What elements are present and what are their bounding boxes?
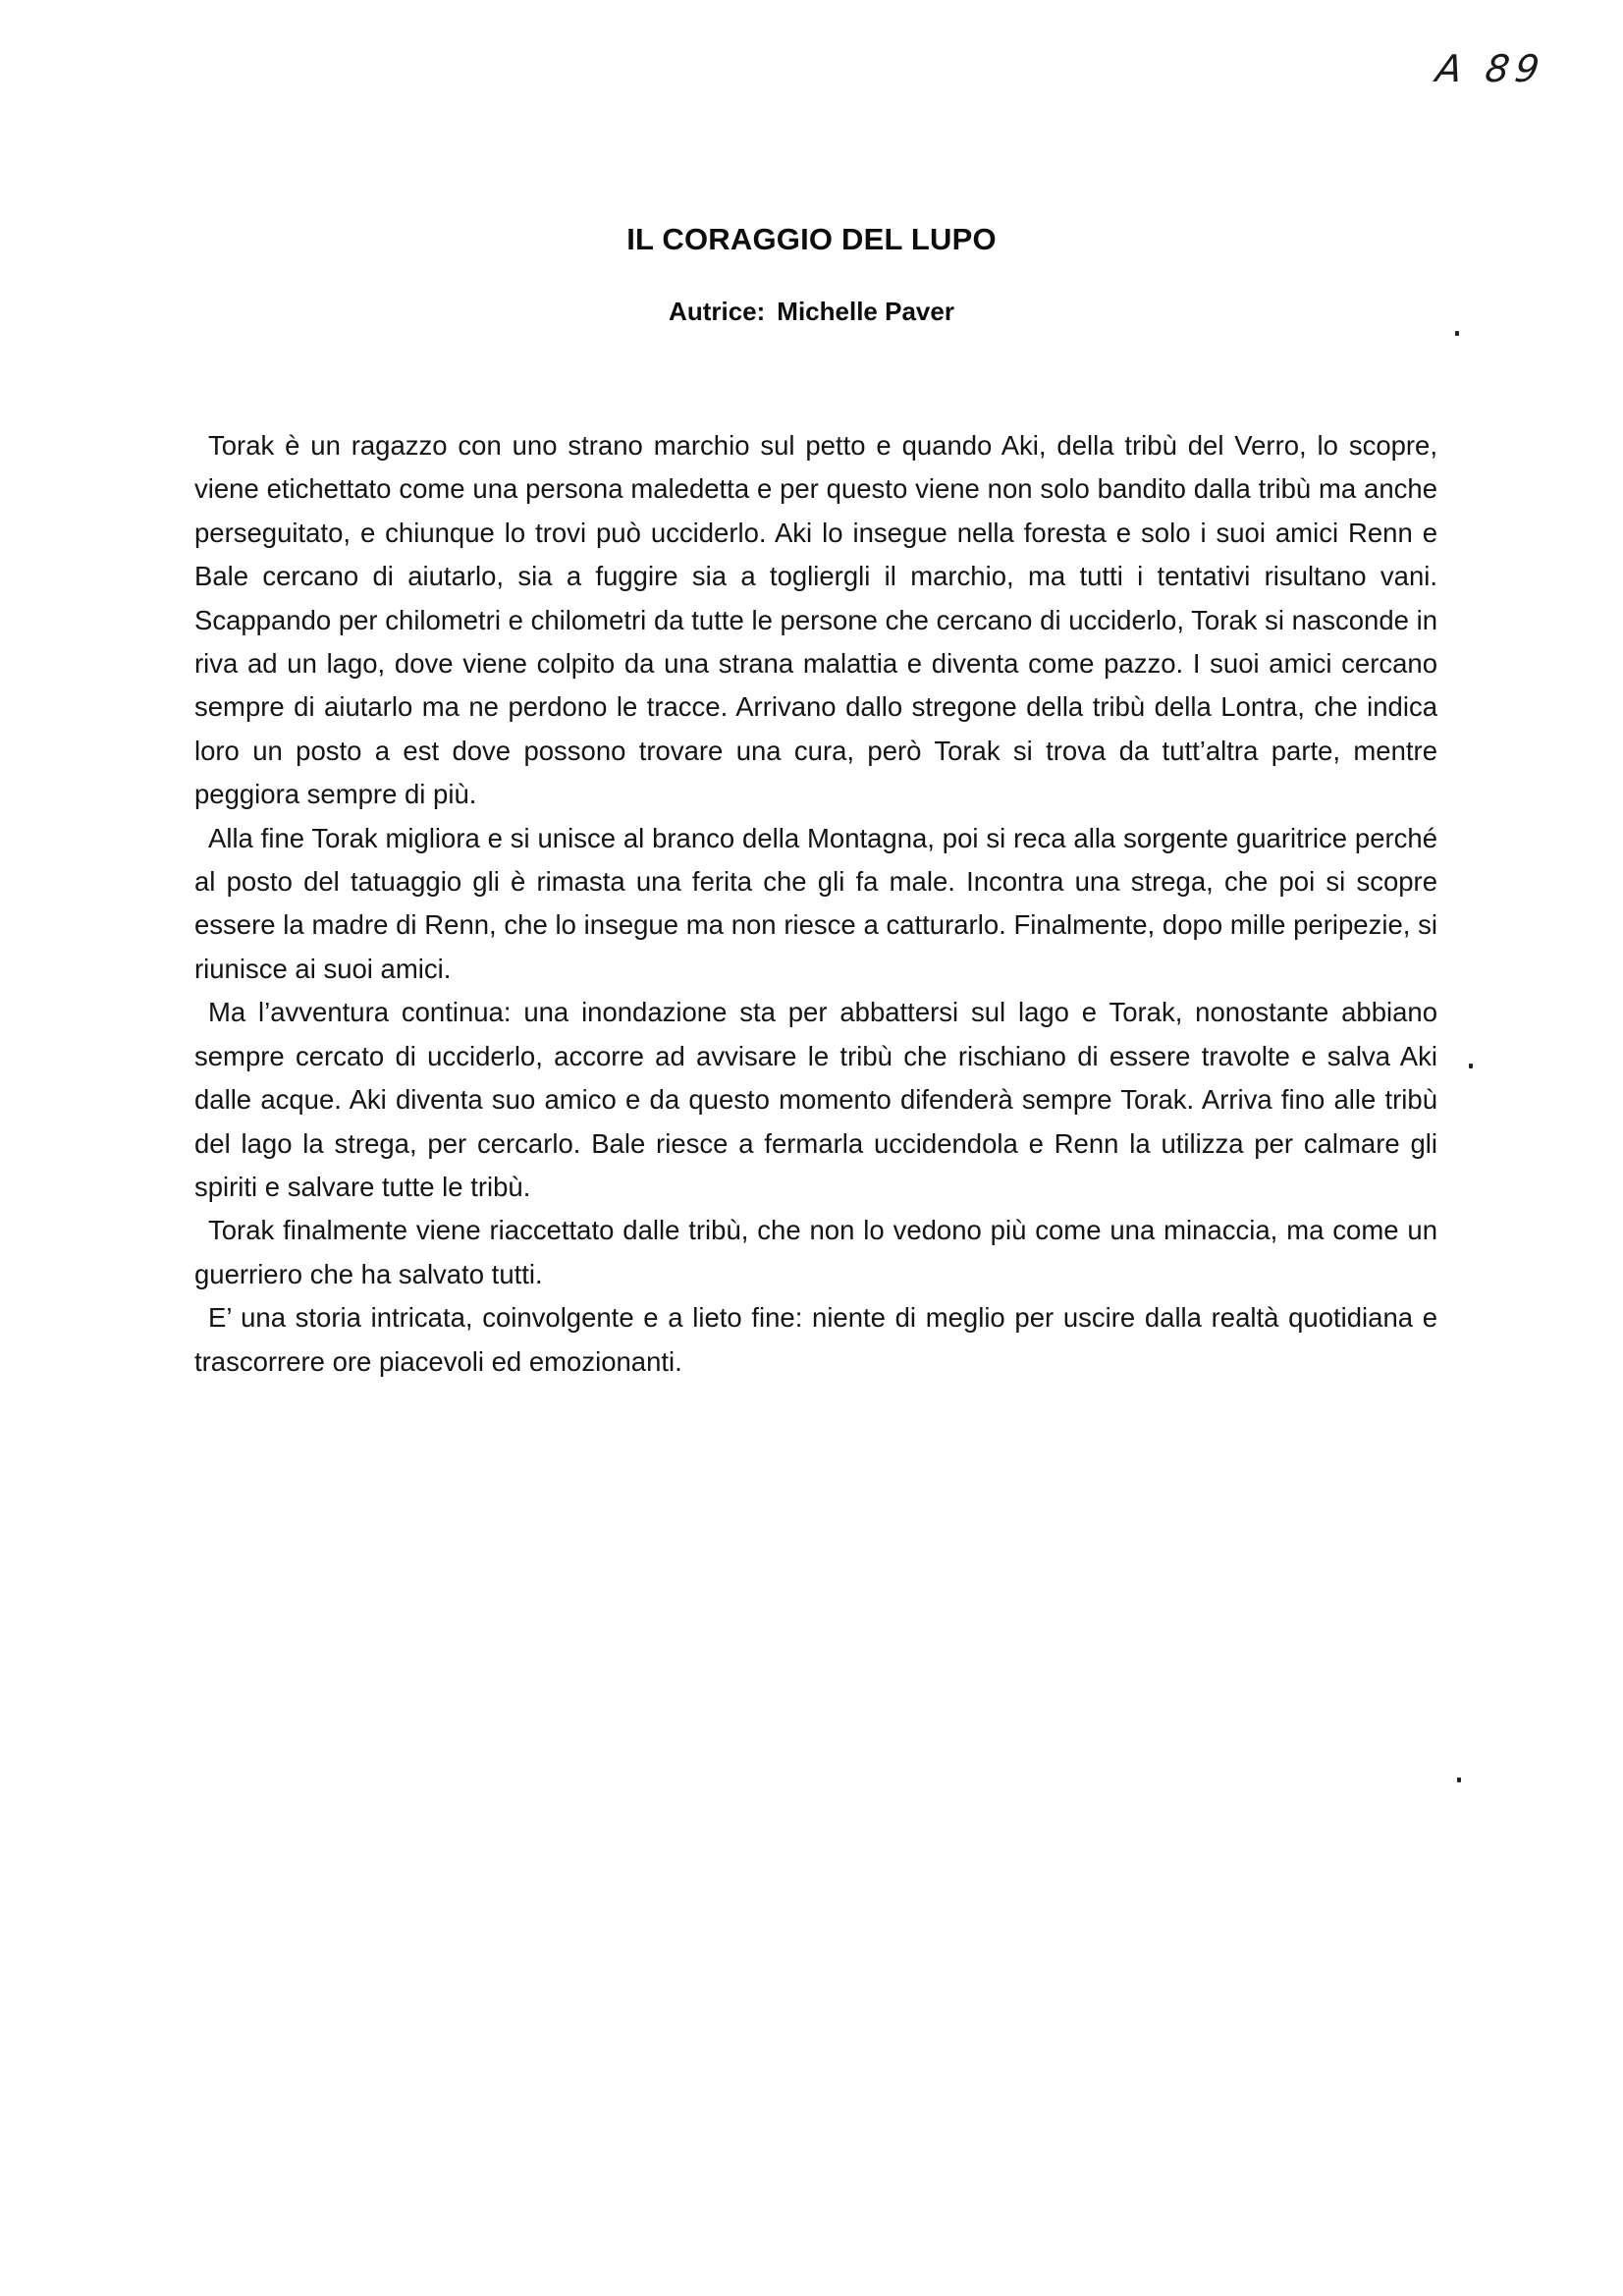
- paragraph: Alla fine Torak migliora e si unisce al branco della Montagna, poi si reca alla sorgente guaritrice perché al posto del tatuaggio gli è rimasta una ferita che gli fa male. Incontra una strega, che poi si scopre essere la madre di Renn, che lo insegue ma non riesce a catturarlo. Finalmente, dopo mille peripezie, si riunisce ai suoi amici.: [194, 822, 1437, 984]
- handwritten-page-number: A 89: [1433, 47, 1548, 90]
- paragraph: E’ una storia intricata, coinvolgente e a lieto fine: niente di meglio per uscire dalla realtà quotidiana e trascorrere ore piacevoli ed emozionanti.: [194, 1302, 1437, 1377]
- scan-speck: [1469, 1064, 1473, 1068]
- scan-speck: [1457, 1777, 1461, 1782]
- document-title: IL CORAGGIO DEL LUPO: [626, 222, 997, 256]
- author-name: Michelle Paver: [777, 297, 954, 326]
- author-line: [0, 297, 1623, 327]
- paragraph: Torak finalmente viene riaccettato dalle tribù, che non lo vedono più come una minaccia, ma come un guerriero che ha salvato tutti.: [194, 1215, 1437, 1289]
- scan-speck: [1455, 331, 1459, 336]
- paragraph: Ma l’avventura continua: una inondazione sta per abbattersi sul lago e Torak, nonostante abbiano sempre cercato di ucciderlo, accorre ad avvisare le tribù che rischiano di essere travolte e salva Aki dalle acque. Aki diventa suo amico e da questo momento difenderà sempre Torak. Arriva fino alle tribù del lago la strega, per cercarlo. Bale riesce a fermarla uccidendola e Renn la utilizza per calmare gli spiriti e salvare tutte le tribù.: [194, 997, 1437, 1202]
- author-label: Autrice:: [669, 297, 766, 326]
- document-body: [194, 424, 1437, 1384]
- paragraph: Torak è un ragazzo con uno strano marchio sul petto e quando Aki, della tribù del Verro, lo scopre, viene etichettato come una persona maledetta e per questo viene non solo bandito dalla tribù ma anche perseguitato, e chiunque lo trovi può ucciderlo. Aki lo insegue nella foresta e solo i suoi amici Renn e Bale cercano di aiutarlo, sia a fuggire sia a togliergli il marchio, ma tutti i tentativi risultano vani. Scappando per chilometri e chilometri da tutte le persone che cercano di ucciderlo, Torak si nasconde in riva ad un lago, dove viene colpito da una strana malattia e diventa come pazzo. I suoi amici cercano sempre di aiutarlo ma ne perdono le tracce. Arrivano dallo stregone della tribù della Lontra, che indica loro un posto a est dove possono trovare una cura, però Torak si trova da tutt’altra parte, mentre peggiora sempre di più.: [194, 430, 1437, 810]
